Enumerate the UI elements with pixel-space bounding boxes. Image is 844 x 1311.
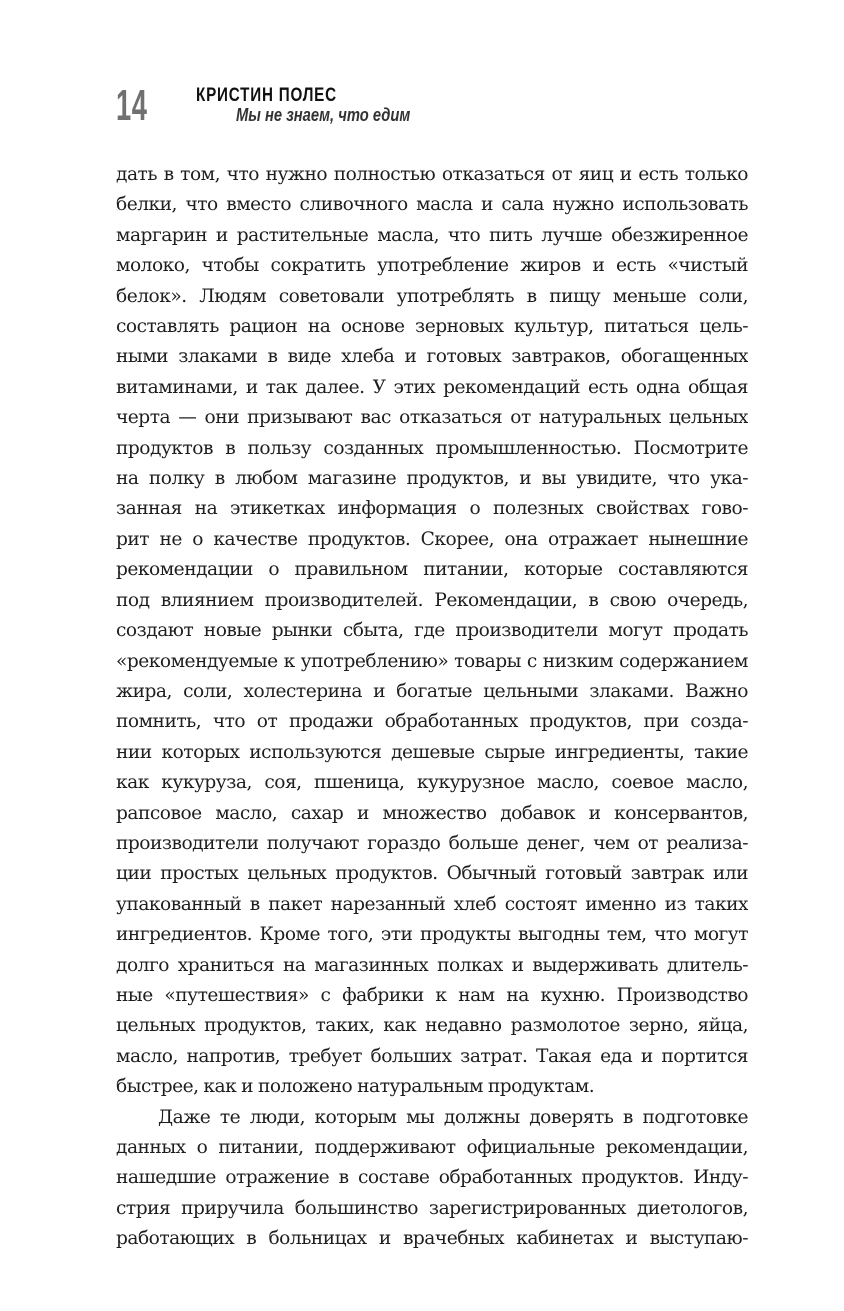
text-line: жира, соли, холестерина и богатые цельными злаками. Важно [116, 680, 748, 702]
text-line: ингредиентов. Кроме того, эти продукты выгодны тем, что могут [116, 924, 748, 946]
text-line: ные «путешествия» с фабрики к нам на кухню. Производство [116, 984, 748, 1006]
text-line: создают новые рынки сбыта, где производители могут продать [116, 620, 748, 642]
text-line: составлять рацион на основе зерновых культур, питаться цель- [116, 316, 748, 338]
text-line: помнить, что от продажи обработанных продуктов, при созда- [116, 711, 748, 733]
text-line: маргарин и растительные масла, что пить лучше обезжиренное [116, 224, 748, 246]
text-line: производители получают гораздо больше денег, чем от реализа- [116, 832, 748, 854]
text-line: ными злаками в виде хлеба и готовых завтраков, обогащенных [116, 346, 748, 368]
running-header-title: Мы не знаем, что едим [236, 105, 411, 125]
text-line: рапсовое масло, сахар и множество добавок и консервантов, [116, 802, 748, 824]
text-line: молоко, чтобы сократить употребление жиров и есть «чистый [116, 255, 748, 277]
text-line: рекомендации о правильном питании, которые составляются [116, 559, 748, 581]
text-line: быстрее, как и положено натуральным продуктам. [116, 1076, 595, 1098]
text-line: упакованный в пакет нарезанный хлеб состоят именно из таких [116, 893, 748, 915]
text-line: работающих в больницах и врачебных кабинетах и выступаю- [116, 1228, 748, 1250]
text-line: белок». Людям советовали употреблять в пищу меньше соли, [116, 285, 748, 307]
text-line: продуктов в пользу созданных промышленностью. Посмотрите [116, 437, 748, 459]
text-line: нии которых используются дешевые сырые ингредиенты, такие [116, 741, 748, 763]
text-line: данных о питании, поддерживают официальные рекомендации, [116, 1137, 748, 1158]
text-line: стрия приручила большинство зарегистрированных диетологов, [116, 1197, 748, 1219]
text-line: под влиянием производителей. Рекомендации, в свою очередь, [116, 589, 748, 611]
text-line: нашедшие отражение в составе обработанных продуктов. Инду- [116, 1167, 748, 1189]
body-text [116, 160, 748, 1255]
text-line: масло, напротив, требует больших затрат. Такая еда и портится [116, 1045, 748, 1067]
text-line: витаминами, и так далее. У этих рекомендаций есть одна общая [116, 376, 748, 398]
text-line: рит не о качестве продуктов. Скорее, она отражает нынешние [116, 528, 748, 550]
text-line: «рекомендуемые к употреблению» товары с низким содержанием [116, 650, 748, 672]
text-line: дать в том, что нужно полностью отказаться от яиц и есть только [116, 164, 748, 185]
text-line: на полку в любом магазине продуктов, и вы увидите, что ука- [116, 468, 748, 490]
text-line: долго храниться на магазинных полках и выдерживать длитель- [116, 954, 748, 976]
paragraph-1 [116, 160, 748, 1103]
page-number: 14 [116, 81, 148, 130]
text-line: занная на этикетках информация о полезных свойствах гово- [116, 498, 748, 520]
text-line: черта — они призывают вас отказаться от натуральных цельных [116, 407, 748, 429]
text-line: ции простых цельных продуктов. Обычный готовый завтрак или [116, 863, 748, 885]
paragraph-2 [116, 1103, 748, 1255]
text-line: цельных продуктов, таких, как недавно размолотое зерно, яйца, [116, 1015, 748, 1037]
text-line: Даже те люди, которым мы должны доверять в подготовке [158, 1106, 748, 1128]
text-line: белки, что вместо сливочного масла и сала нужно использовать [116, 194, 748, 216]
running-header-author: КРИСТИН ПОЛЕС [196, 85, 337, 106]
text-line: как кукуруза, соя, пшеница, кукурузное масло, соевое масло, [116, 772, 748, 794]
